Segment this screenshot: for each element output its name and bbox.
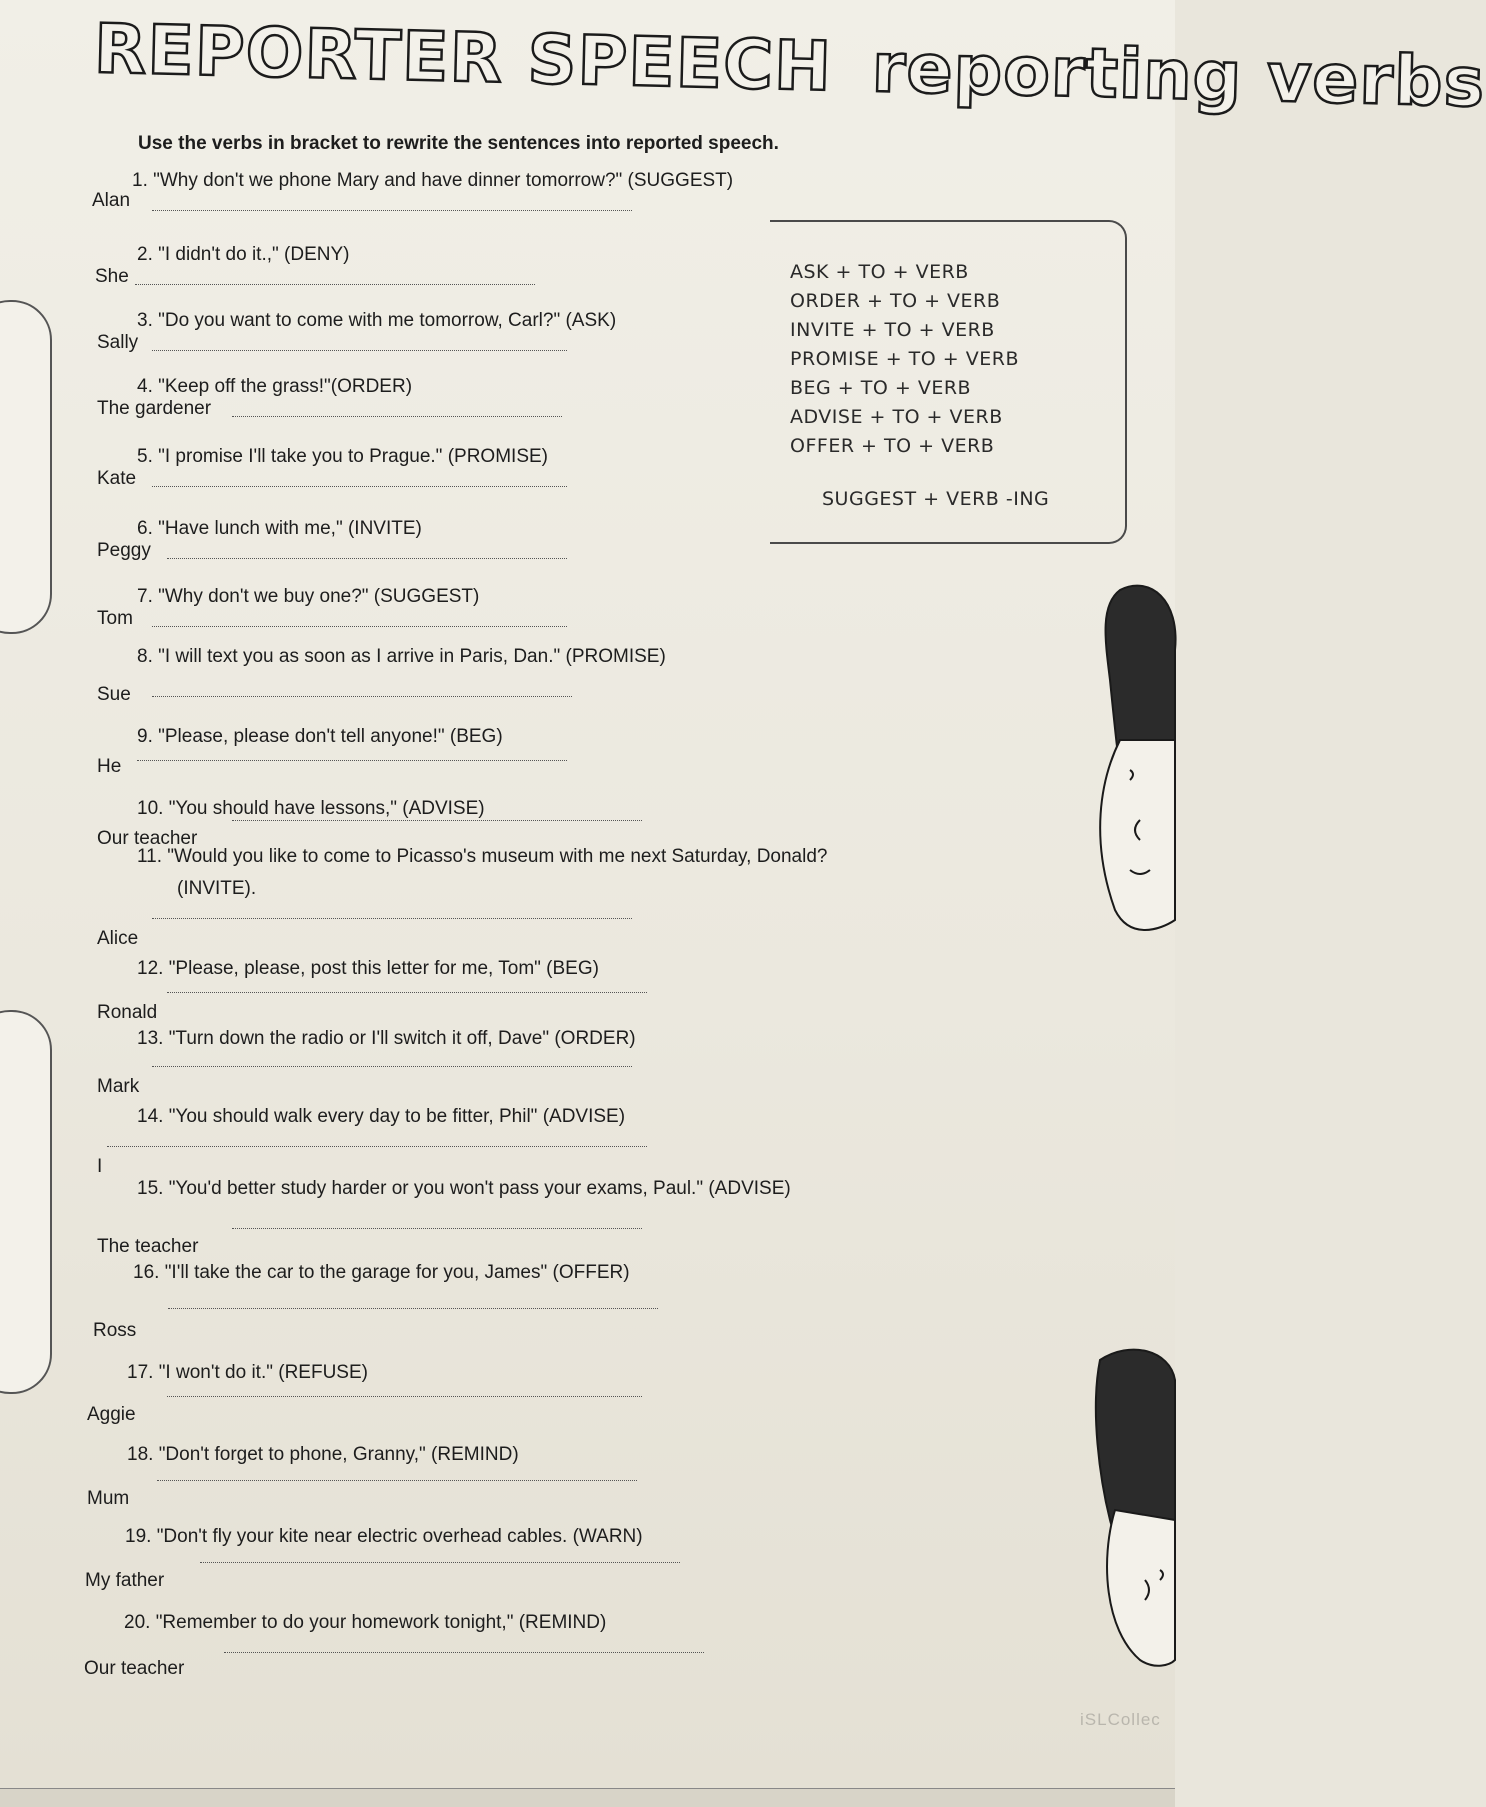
worksheet-title [93, 10, 1486, 123]
rule-order: ORDER + TO + VERB [790, 290, 1001, 312]
exercise-subject: Mark [97, 1076, 140, 1097]
rule-promise: PROMISE + TO + VERB [790, 348, 1019, 370]
exercise-prompt: 14. "You should walk every day to be fitter, Phil" (ADVISE) [137, 1106, 626, 1127]
exercise-prompt: 16. "I'll take the car to the garage for you, James" (OFFER) [133, 1262, 630, 1283]
exercise-subject: My father [85, 1570, 165, 1591]
exercise-prompt: 3. "Do you want to come with me tomorrow, Carl?" (ASK) [137, 310, 617, 331]
answer-line[interactable] [167, 1396, 642, 1397]
answer-line[interactable] [168, 1308, 658, 1309]
exercise-prompt: 20. "Remember to do your homework tonight," (REMIND) [124, 1612, 607, 1633]
answer-line[interactable] [152, 918, 632, 919]
page-bottom-edge [0, 1788, 1175, 1807]
rule-suggest: SUGGEST + VERB -ING [822, 488, 1050, 510]
watermark: iSLCollec [1080, 1710, 1161, 1729]
rule-offer: OFFER + TO + VERB [790, 435, 995, 457]
exercise-prompt: 10. "You should have lessons," (ADVISE) [137, 798, 485, 819]
exercise-subject: Alan [92, 190, 131, 211]
exercise-prompt: 4. "Keep off the grass!"(ORDER) [137, 376, 413, 397]
exercise-prompt: 11. "Would you like to come to Picasso's museum with me next Saturday, Donald? [137, 846, 828, 867]
rule-invite: INVITE + TO + VERB [790, 319, 995, 341]
exercise-prompt: 15. "You'd better study harder or you won't pass your exams, Paul." (ADVISE) [137, 1178, 791, 1199]
answer-line[interactable] [157, 1480, 637, 1481]
exercise-subject: Our teacher [84, 1658, 185, 1679]
answer-line[interactable] [232, 820, 642, 821]
to-verb-rules [790, 258, 1019, 461]
exercise-prompt: 13. "Turn down the radio or I'll switch it off, Dave" (ORDER) [137, 1028, 636, 1049]
answer-line[interactable] [167, 992, 647, 993]
exercise-subject: Tom [97, 608, 133, 629]
exercise-subject: The gardener [97, 398, 212, 419]
binder-ring-middle [0, 1010, 52, 1394]
cartoon-girl-illustration [1060, 580, 1175, 1760]
exercise-prompt-continued: (INVITE). [177, 878, 257, 899]
answer-line[interactable] [200, 1562, 680, 1563]
rule-advise: ADVISE + TO + VERB [790, 406, 1003, 428]
answer-line[interactable] [152, 486, 567, 487]
exercise-prompt: 19. "Don't fly your kite near electric overhead cables. (WARN) [125, 1526, 643, 1547]
exercise-prompt: 6. "Have lunch with me," (INVITE) [137, 518, 422, 539]
exercise-subject: The teacher [97, 1236, 199, 1257]
exercise-subject: He [97, 756, 122, 777]
answer-line[interactable] [232, 416, 562, 417]
exercise-prompt: 9. "Please, please don't tell anyone!" (BEG) [137, 726, 503, 747]
answer-line[interactable] [152, 696, 572, 697]
exercise-prompt: 17. "I won't do it." (REFUSE) [127, 1362, 368, 1383]
answer-line[interactable] [152, 350, 567, 351]
rule-beg: BEG + TO + VERB [790, 377, 972, 399]
exercise-subject: Ross [93, 1320, 137, 1341]
answer-line[interactable] [224, 1652, 704, 1653]
title-sub: reporting verbs [871, 29, 1486, 123]
exercise-subject: Ronald [97, 1002, 158, 1023]
exercise-subject: Kate [97, 468, 137, 489]
exercise-subject: I [97, 1156, 103, 1177]
exercise-prompt: 7. "Why don't we buy one?" (SUGGEST) [137, 586, 480, 607]
rule-ask: ASK + TO + VERB [790, 261, 969, 283]
exercise-subject: Mum [87, 1488, 130, 1509]
answer-line[interactable] [167, 558, 567, 559]
title-main: REPORTER SPEECH [93, 10, 833, 108]
exercise-prompt: 2. "I didn't do it.," (DENY) [137, 244, 350, 265]
exercise-prompt: 5. "I promise I'll take you to Prague." (PROMISE) [137, 446, 548, 467]
binder-ring-top [0, 300, 52, 634]
exercise-prompt: 12. "Please, please, post this letter for me, Tom" (BEG) [137, 958, 599, 979]
exercise-subject: Sue [97, 684, 131, 705]
answer-line[interactable] [107, 1146, 647, 1147]
exercise-prompt: 1. "Why don't we phone Mary and have dinner tomorrow?" (SUGGEST) [132, 170, 734, 191]
exercise-subject: Alice [97, 928, 139, 949]
exercise-subject: Our teacher [97, 828, 198, 849]
instructions: Use the verbs in bracket to rewrite the sentences into reported speech. [138, 133, 779, 154]
exercise-subject: She [95, 266, 129, 287]
answer-line[interactable] [152, 210, 632, 211]
answer-line[interactable] [135, 284, 535, 285]
exercise-subject: Sally [97, 332, 139, 353]
answer-line[interactable] [137, 760, 567, 761]
exercise-subject: Aggie [87, 1404, 136, 1425]
exercise-prompt: 18. "Don't forget to phone, Granny," (REMIND) [127, 1444, 519, 1465]
answer-line[interactable] [152, 626, 567, 627]
answer-line[interactable] [232, 1228, 642, 1229]
answer-line[interactable] [152, 1066, 632, 1067]
exercise-prompt: 8. "I will text you as soon as I arrive in Paris, Dan." (PROMISE) [137, 646, 666, 667]
exercise-subject: Peggy [97, 540, 151, 561]
